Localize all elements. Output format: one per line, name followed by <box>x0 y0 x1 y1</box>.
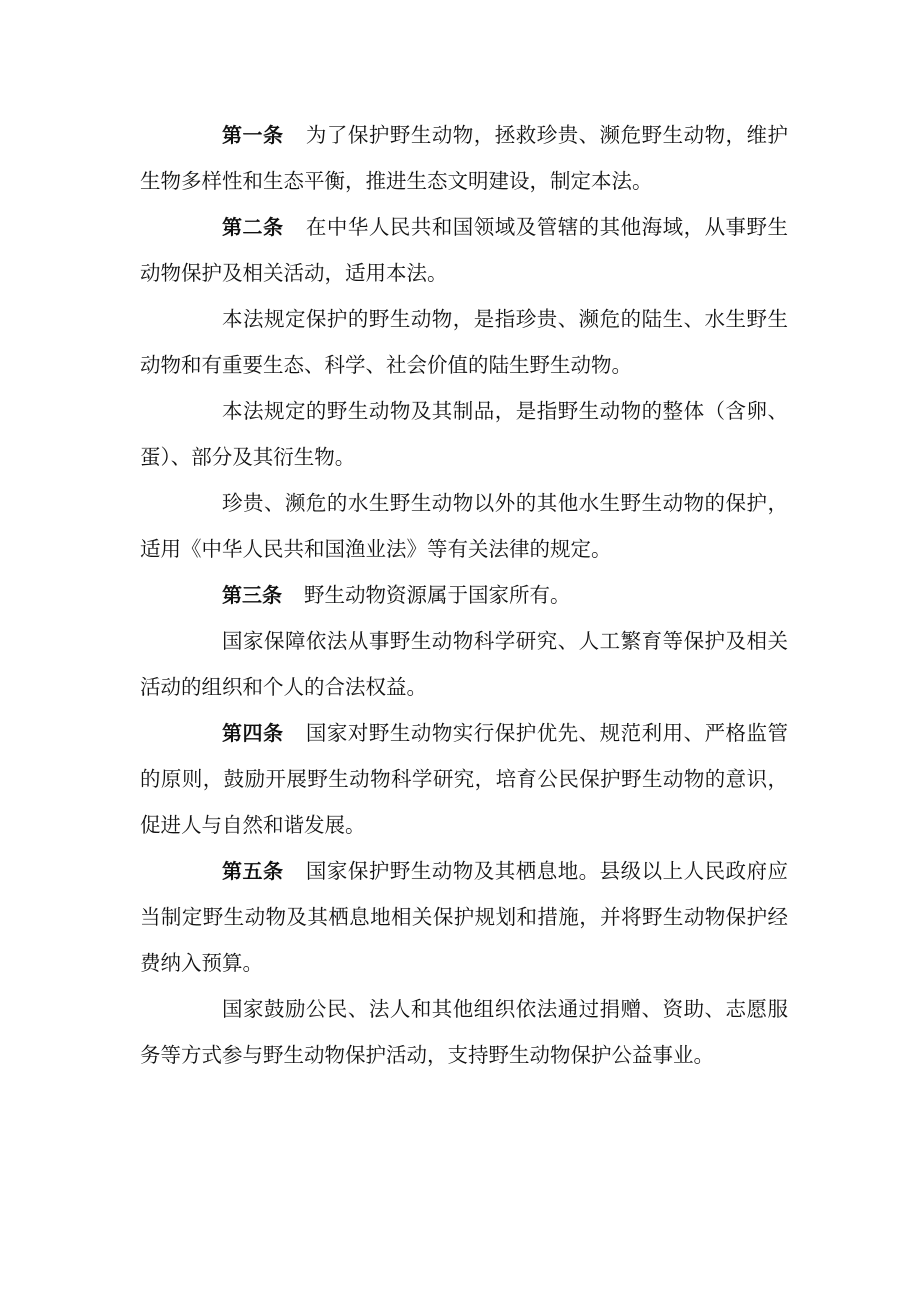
article-number: 第四条 <box>222 721 284 745</box>
article-number: 第二条 <box>222 215 284 239</box>
paragraph-text: 国家鼓励公民、法人和其他组织依法通过捐赠、资助、志愿服务等方式参与野生动物保护活动，支持野生动物保护公益事业。 <box>140 997 788 1067</box>
paragraph-text: 珍贵、濒危的水生野生动物以外的其他水生野生动物的保护，适用《中华人民共和国渔业法》等有关法律的规定。 <box>140 491 788 561</box>
paragraph-article-2-clause-2 <box>140 296 788 388</box>
paragraph-text: 本法规定保护的野生动物，是指珍贵、濒危的陆生、水生野生动物和有重要生态、科学、社会价值的陆生野生动物。 <box>140 307 788 377</box>
paragraph-article-5-clause-2 <box>140 986 788 1078</box>
paragraph-article-1 <box>140 112 788 204</box>
paragraph-text: 国家保障依法从事野生动物科学研究、人工繁育等保护及相关活动的组织和个人的合法权益。 <box>140 629 788 699</box>
paragraph-text: 国家对野生动物实行保护优先、规范利用、严格监管的原则，鼓励开展野生动物科学研究，培育公民保护野生动物的意识，促进人与自然和谐发展。 <box>140 721 789 837</box>
paragraph-article-3 <box>140 572 788 618</box>
paragraph-article-2-clause-4 <box>140 480 788 572</box>
article-number: 第一条 <box>222 123 284 147</box>
document-body <box>140 112 788 1078</box>
paragraph-article-5 <box>140 848 788 986</box>
paragraph-text: 在中华人民共和国领域及管辖的其他海域，从事野生动物保护及相关活动，适用本法。 <box>140 215 789 285</box>
paragraph-text: 为了保护野生动物，拯救珍贵、濒危野生动物，维护生物多样性和生态平衡，推进生态文明建设，制定本法。 <box>140 123 789 193</box>
paragraph-article-2-clause-3 <box>140 388 788 480</box>
paragraph-article-3-clause-2 <box>140 618 788 710</box>
paragraph-text: 本法规定的野生动物及其制品，是指野生动物的整体（含卵、蛋）、部分及其衍生物。 <box>140 399 788 469</box>
article-number: 第三条 <box>222 583 282 607</box>
paragraph-text: 国家保护野生动物及其栖息地。县级以上人民政府应当制定野生动物及其栖息地相关保护规划和措施，并将野生动物保护经费纳入预算。 <box>140 859 789 975</box>
paragraph-article-2 <box>140 204 788 296</box>
paragraph-text: 野生动物资源属于国家所有。 <box>304 583 571 607</box>
paragraph-article-4 <box>140 710 788 848</box>
article-number: 第五条 <box>222 859 284 883</box>
